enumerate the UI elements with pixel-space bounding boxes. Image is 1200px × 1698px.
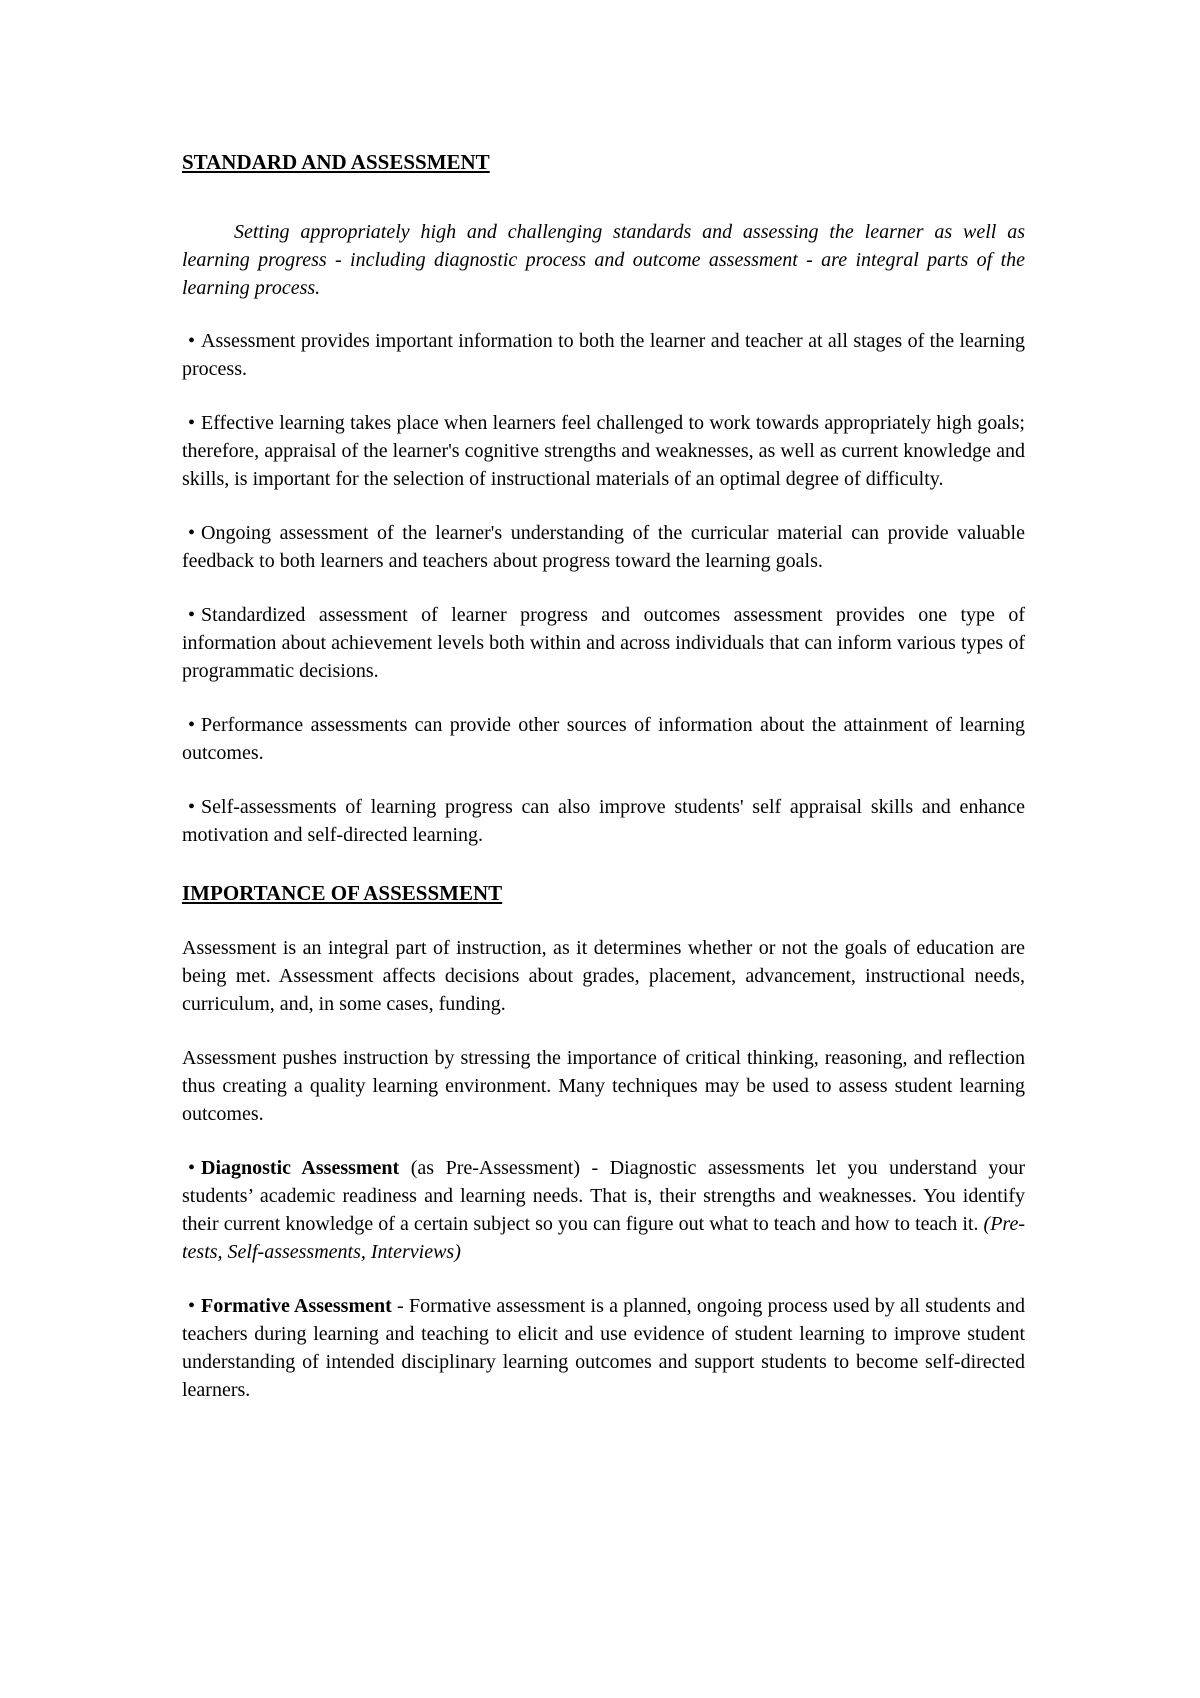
bullet-icon: •	[188, 714, 196, 736]
body-paragraph: Assessment is an integral part of instruction, as it determines whether or not the goals of education are being met. Assessment affects decisions about grades, placement, advancement, instructional needs, curriculum, and, in some cases, funding.	[182, 937, 1025, 1015]
list-item-text: Effective learning takes place when learners feel challenged to work towards appropriately high goals; therefore, appraisal of the learner's cognitive strengths and weaknesses, as well as current knowledge and skills, is important for the selection of instructional materials of an optimal degree of difficulty.	[182, 412, 1025, 490]
assessment-type-term: Diagnostic Assessment	[201, 1157, 400, 1179]
bullet-icon: •	[188, 796, 196, 818]
bullet-icon: •	[188, 412, 196, 434]
document-page	[182, 148, 1025, 1404]
list-item-text: Performance assessments can provide other sources of information about the attainment of learning outcomes.	[182, 714, 1025, 764]
section-title-standard-and-assessment: STANDARD AND ASSESSMENT	[182, 150, 490, 174]
standards-bullet-list	[182, 327, 1025, 849]
body-paragraph: Assessment pushes instruction by stressing the importance of critical thinking, reasoning, and reflection thus creating a quality learning environment. Many techniques may be used to assess student learning outcomes.	[182, 1047, 1025, 1125]
list-item	[182, 793, 1025, 849]
assessment-type-term: Formative Assessment	[201, 1295, 392, 1317]
list-item-text: Ongoing assessment of the learner's understanding of the curricular material can provide valuable feedback to both learners and teachers about progress toward the learning goals.	[182, 522, 1025, 572]
list-item-text: Standardized assessment of learner progress and outcomes assessment provides one type of information about achievement levels both within and across individuals that can inform various types of programmatic decisions.	[182, 604, 1025, 682]
assessment-type-diagnostic	[182, 1154, 1025, 1266]
list-item-text: Assessment provides important information to both the learner and teacher at all stages of the learning process.	[182, 330, 1025, 380]
list-item	[182, 327, 1025, 383]
bullet-icon: •	[188, 604, 196, 626]
list-item	[182, 409, 1025, 493]
section-title-importance-of-assessment: IMPORTANCE OF ASSESSMENT	[182, 881, 503, 905]
bullet-icon: •	[188, 1157, 196, 1179]
assessment-type-description: - Formative assessment is a planned, ongoing process used by all students and teachers during learning and teaching to elicit and use evidence of student learning to improve student understanding of intended disciplinary learning outcomes and support students to become self-directed learners.	[182, 1295, 1025, 1401]
bullet-icon: •	[188, 330, 196, 352]
bullet-icon: •	[188, 1295, 196, 1317]
importance-section	[182, 934, 1025, 1404]
assessment-type-description: (as Pre-Assessment) - Diagnostic assessments let you understand your students’ academic readiness and learning needs. That is, their strengths and weaknesses. You identify their current knowledge of a certain subject so you can figure out what to teach and how to teach it.	[182, 1157, 1026, 1235]
assessment-type-formative	[182, 1292, 1025, 1404]
list-item	[182, 519, 1025, 575]
list-item-text: Self-assessments of learning progress can also improve students' self appraisal skills and enhance motivation and self-directed learning.	[182, 796, 1025, 846]
list-item	[182, 711, 1025, 767]
bullet-icon: •	[188, 522, 196, 544]
intro-paragraph: Setting appropriately high and challenging standards and assessing the learner as well as learning progress - including diagnostic process and outcome assessment - are integral parts of the learning process.	[182, 221, 1025, 299]
list-item	[182, 601, 1025, 685]
assessment-type-examples: (Pre-tests, Self-assessments, Interviews)	[182, 1213, 1025, 1263]
